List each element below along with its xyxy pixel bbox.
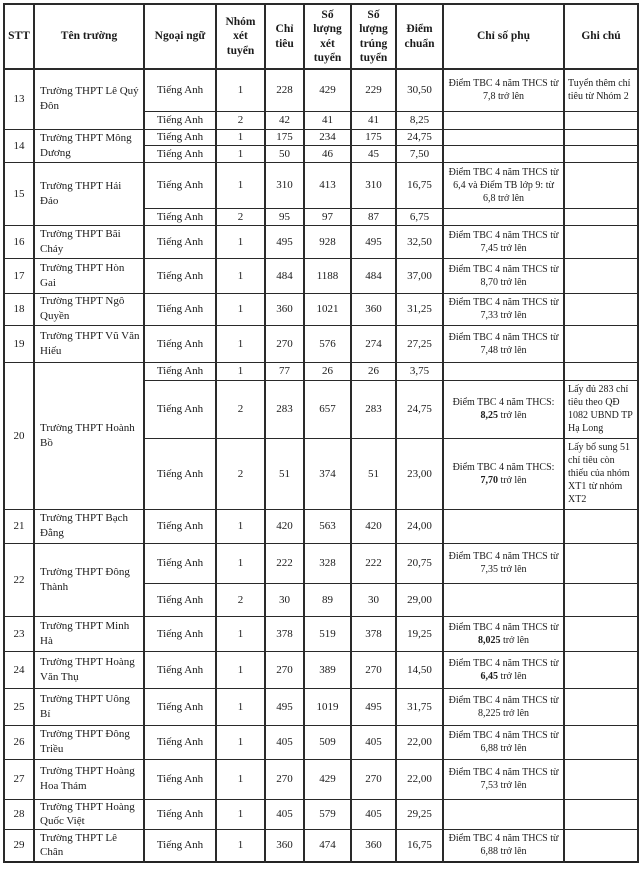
sub-index-text: Điểm TBC 4 năm THCS từ 7,48 trở lên [448,331,559,356]
language-cell: Tiếng Anh [144,725,216,759]
quota-cell: 270 [265,759,304,799]
admitted-cell: 378 [351,616,396,651]
score-cell: 7,50 [396,145,443,162]
school-name-cell: Trường THPT Hoàng Hoa Thám [34,759,144,799]
table-row [4,325,638,362]
sub-index-cell [443,438,564,509]
admitted-cell: 270 [351,651,396,688]
sub-index-text: Điểm TBC 4 năm THCS từ 6,4 và Điểm TB lớp 9: từ 6,8 trở lên [448,166,559,204]
sub-index-cell [443,688,564,725]
group-cell: 2 [216,111,265,129]
admitted-cell: 45 [351,145,396,162]
quota-cell: 360 [265,293,304,325]
admitted-cell: 26 [351,362,396,380]
applied-cell: 563 [304,509,351,543]
quota-cell: 495 [265,225,304,258]
quota-cell: 42 [265,111,304,129]
group-cell: 1 [216,616,265,651]
note-cell [564,725,638,759]
stt-cell: 19 [4,325,34,362]
stt-cell: 16 [4,225,34,258]
group-cell: 1 [216,258,265,293]
sub-index-cell [443,380,564,438]
group-cell: 1 [216,325,265,362]
sub-index-text: Điểm TBC 4 năm THCS từ [448,657,559,669]
page [0,3,640,869]
sub-index-cell [443,325,564,362]
admitted-cell: 175 [351,129,396,145]
school-name-cell: Trường THPT Lê Chân [34,830,144,862]
school-name-cell: Trường THPT Vũ Văn Hiếu [34,325,144,362]
sub-index-cell [443,258,564,293]
admitted-cell: 405 [351,799,396,830]
admitted-cell: 495 [351,688,396,725]
language-cell: Tiếng Anh [144,258,216,293]
sub-index-bold: 8,025 [477,634,501,646]
admitted-cell: 360 [351,830,396,862]
quota-cell: 270 [265,651,304,688]
column-header-quota: Chỉ tiêu [265,4,304,69]
stt-cell: 29 [4,830,34,862]
quota-cell: 420 [265,509,304,543]
sub-index-cell [443,208,564,225]
sub-index-cell [443,69,564,111]
table-row [4,225,638,258]
language-cell: Tiếng Anh [144,438,216,509]
stt-cell: 21 [4,509,34,543]
language-cell: Tiếng Anh [144,651,216,688]
applied-cell: 928 [304,225,351,258]
score-cell: 16,75 [396,162,443,208]
quota-cell: 283 [265,380,304,438]
language-cell: Tiếng Anh [144,225,216,258]
language-cell: Tiếng Anh [144,830,216,862]
quota-cell: 270 [265,325,304,362]
table-row [4,362,638,380]
quota-cell: 175 [265,129,304,145]
score-cell: 22,00 [396,725,443,759]
sub-index-cell [443,799,564,830]
school-name-cell: Trường THPT Mông Dương [34,129,144,162]
sub-index-cell [443,362,564,380]
quota-cell: 50 [265,145,304,162]
applied-cell: 97 [304,208,351,225]
language-cell: Tiếng Anh [144,162,216,208]
table-row [4,129,638,145]
note-cell: Tuyển thêm chỉ tiêu từ Nhóm 2 [564,69,638,111]
note-cell [564,225,638,258]
table-row [4,69,638,111]
school-name-cell: Trường THPT Bạch Đằng [34,509,144,543]
admitted-cell: 222 [351,543,396,583]
language-cell: Tiếng Anh [144,509,216,543]
sub-index-cell [443,616,564,651]
sub-index-text: Điểm TBC 4 năm THCS từ 7,45 trở lên [448,229,559,254]
sub-index-bold: 6,45 [480,670,498,682]
applied-cell: 429 [304,69,351,111]
stt-cell: 14 [4,129,34,162]
admitted-cell: 270 [351,759,396,799]
language-cell: Tiếng Anh [144,208,216,225]
applied-cell: 1019 [304,688,351,725]
score-cell: 24,75 [396,129,443,145]
admitted-cell: 87 [351,208,396,225]
table-row [4,725,638,759]
sub-index-text: Điểm TBC 4 năm THCS từ [448,621,559,633]
score-cell: 19,25 [396,616,443,651]
language-cell: Tiếng Anh [144,799,216,830]
note-cell [564,616,638,651]
note-cell [564,583,638,616]
score-cell: 32,50 [396,225,443,258]
sub-index-cell [443,830,564,862]
language-cell: Tiếng Anh [144,688,216,725]
applied-cell: 234 [304,129,351,145]
sub-index-cell [443,111,564,129]
table-row [4,509,638,543]
sub-index-cell [443,651,564,688]
note-cell: Lấy bổ sung 51 chỉ tiêu còn thiếu của nhóm XT1 từ nhóm XT2 [564,438,638,509]
language-cell: Tiếng Anh [144,362,216,380]
note-cell [564,759,638,799]
sub-index-cell [443,145,564,162]
group-cell: 1 [216,759,265,799]
admitted-cell: 495 [351,225,396,258]
quota-cell: 95 [265,208,304,225]
score-cell: 22,00 [396,759,443,799]
score-cell: 6,75 [396,208,443,225]
note-cell [564,293,638,325]
group-cell: 1 [216,362,265,380]
note-cell [564,688,638,725]
admitted-cell: 274 [351,325,396,362]
applied-cell: 509 [304,725,351,759]
group-cell: 2 [216,438,265,509]
stt-cell: 17 [4,258,34,293]
school-name-cell: Trường THPT Hoàng Văn Thụ [34,651,144,688]
admitted-cell: 360 [351,293,396,325]
sub-index-text: trở lên [500,634,530,646]
stt-cell: 23 [4,616,34,651]
quota-cell: 77 [265,362,304,380]
score-cell: 29,00 [396,583,443,616]
group-cell: 1 [216,509,265,543]
stt-cell: 20 [4,362,34,509]
column-header-score: Điểm chuẩn [396,4,443,69]
quota-cell: 222 [265,543,304,583]
language-cell: Tiếng Anh [144,69,216,111]
applied-cell: 1021 [304,293,351,325]
note-cell [564,325,638,362]
score-cell: 8,25 [396,111,443,129]
sub-index-text: Điểm TBC 4 năm THCS: [452,397,555,408]
stt-cell: 25 [4,688,34,725]
table-row [4,543,638,583]
stt-cell: 26 [4,725,34,759]
applied-cell: 413 [304,162,351,208]
school-name-cell: Trường THPT Lê Quý Đôn [34,69,144,129]
sub-index-text: Điểm TBC 4 năm THCS từ 7,35 trở lên [448,551,559,575]
sub-index-cell [443,509,564,543]
score-cell: 24,75 [396,380,443,438]
sub-index-cell [443,293,564,325]
sub-index-text: trở lên [497,410,527,421]
admitted-cell: 420 [351,509,396,543]
column-header-sub-index: Chỉ số phụ [443,4,564,69]
group-cell: 1 [216,129,265,145]
language-cell: Tiếng Anh [144,293,216,325]
sub-index-cell [443,583,564,616]
language-cell: Tiếng Anh [144,543,216,583]
applied-cell: 46 [304,145,351,162]
quota-cell: 228 [265,69,304,111]
group-cell: 1 [216,799,265,830]
group-cell: 1 [216,543,265,583]
stt-cell: 15 [4,162,34,225]
column-header-language: Ngoại ngữ [144,4,216,69]
applied-cell: 519 [304,616,351,651]
language-cell: Tiếng Anh [144,616,216,651]
admitted-cell: 405 [351,725,396,759]
sub-index-bold: 8,25 [480,410,498,421]
school-name-cell: Trường THPT Hoành Bồ [34,362,144,509]
sub-index-cell [443,162,564,208]
column-header-applied: Số lượng xét tuyển [304,4,351,69]
language-cell: Tiếng Anh [144,583,216,616]
note-cell [564,208,638,225]
applied-cell: 26 [304,362,351,380]
applied-cell: 474 [304,830,351,862]
school-name-cell: Trường THPT Hải Đảo [34,162,144,225]
stt-cell: 13 [4,69,34,129]
sub-index-cell [443,759,564,799]
applied-cell: 429 [304,759,351,799]
score-cell: 20,75 [396,543,443,583]
applied-cell: 389 [304,651,351,688]
sub-index-cell [443,725,564,759]
column-header-admitted: Số lượng trúng tuyển [351,4,396,69]
language-cell: Tiếng Anh [144,129,216,145]
school-name-cell: Trường THPT Ngô Quyền [34,293,144,325]
group-cell: 1 [216,651,265,688]
admitted-cell: 51 [351,438,396,509]
sub-index-text: Điểm TBC 4 năm THCS từ 8,70 trở lên [448,263,559,288]
score-cell: 14,50 [396,651,443,688]
note-cell: Lấy đủ 283 chỉ tiêu theo QĐ 1082 UBND TP Hạ Long [564,380,638,438]
table-row [4,759,638,799]
note-cell [564,111,638,129]
note-cell [564,145,638,162]
header-row [4,4,638,69]
school-name-cell: Trường THPT Đông Triều [34,725,144,759]
school-name-cell: Trường THPT Hòn Gai [34,258,144,293]
applied-cell: 657 [304,380,351,438]
column-header-group: Nhóm xét tuyển [216,4,265,69]
sub-index-text: Điểm TBC 4 năm THCS từ 6,88 trở lên [448,730,559,754]
applied-cell: 576 [304,325,351,362]
language-cell: Tiếng Anh [144,145,216,162]
group-cell: 2 [216,208,265,225]
applied-cell: 579 [304,799,351,830]
table-row [4,830,638,862]
quota-cell: 378 [265,616,304,651]
school-name-cell: Trường THPT Hoàng Quốc Việt [34,799,144,830]
applied-cell: 41 [304,111,351,129]
note-cell [564,830,638,862]
quota-cell: 405 [265,799,304,830]
score-cell: 16,75 [396,830,443,862]
quota-cell: 310 [265,162,304,208]
table-row [4,293,638,325]
table-row [4,651,638,688]
note-cell [564,799,638,830]
note-cell [564,651,638,688]
group-cell: 1 [216,225,265,258]
column-header-stt: STT [4,4,34,69]
school-name-cell: Trường THPT Bãi Cháy [34,225,144,258]
group-cell: 2 [216,380,265,438]
stt-cell: 22 [4,543,34,616]
table-row [4,616,638,651]
column-header-note: Ghi chú [564,4,638,69]
sub-index-cell [443,129,564,145]
group-cell: 1 [216,162,265,208]
applied-cell: 89 [304,583,351,616]
language-cell: Tiếng Anh [144,380,216,438]
column-header-school-name: Tên trường [34,4,144,69]
admitted-cell: 229 [351,69,396,111]
score-cell: 31,75 [396,688,443,725]
stt-cell: 18 [4,293,34,325]
school-name-cell: Trường THPT Uông Bí [34,688,144,725]
group-cell: 1 [216,69,265,111]
quota-cell: 405 [265,725,304,759]
sub-index-cell [443,543,564,583]
admitted-cell: 310 [351,162,396,208]
school-name-cell: Trường THPT Minh Hà [34,616,144,651]
table-row [4,258,638,293]
group-cell: 1 [216,830,265,862]
quota-cell: 51 [265,438,304,509]
group-cell: 1 [216,725,265,759]
sub-index-text: Điểm TBC 4 năm THCS từ 7,33 trở lên [448,297,559,321]
group-cell: 2 [216,583,265,616]
note-cell [564,258,638,293]
admitted-cell: 484 [351,258,396,293]
sub-index-text: Điểm TBC 4 năm THCS từ 6,88 trở lên [448,833,559,858]
school-name-cell: Trường THPT Đông Thành [34,543,144,616]
group-cell: 1 [216,688,265,725]
stt-cell: 28 [4,799,34,830]
score-cell: 31,25 [396,293,443,325]
applied-cell: 328 [304,543,351,583]
quota-cell: 30 [265,583,304,616]
admission-scores-table [3,3,639,863]
group-cell: 1 [216,145,265,162]
score-cell: 27,25 [396,325,443,362]
sub-index-text: Điểm TBC 4 năm THCS từ 7,53 trở lên [448,767,559,791]
stt-cell: 24 [4,651,34,688]
sub-index-text: Điểm TBC 4 năm THCS từ 7,8 trở lên [448,78,559,103]
sub-index-cell [443,225,564,258]
applied-cell: 1188 [304,258,351,293]
note-cell [564,129,638,145]
score-cell: 37,00 [396,258,443,293]
note-cell [564,162,638,208]
note-cell [564,509,638,543]
stt-cell: 27 [4,759,34,799]
score-cell: 3,75 [396,362,443,380]
quota-cell: 495 [265,688,304,725]
quota-cell: 360 [265,830,304,862]
sub-index-text: Điểm TBC 4 năm THCS từ 8,225 trở lên [448,694,559,719]
sub-index-text: trở lên [497,474,527,486]
table-row [4,162,638,208]
score-cell: 30,50 [396,69,443,111]
language-cell: Tiếng Anh [144,325,216,362]
score-cell: 23,00 [396,438,443,509]
admitted-cell: 41 [351,111,396,129]
sub-index-text: Điểm TBC 4 năm THCS: [452,461,555,473]
score-cell: 29,25 [396,799,443,830]
group-cell: 1 [216,293,265,325]
applied-cell: 374 [304,438,351,509]
table-row [4,799,638,830]
table-row [4,688,638,725]
admitted-cell: 283 [351,380,396,438]
language-cell: Tiếng Anh [144,759,216,799]
sub-index-text: trở lên [497,670,527,682]
score-cell: 24,00 [396,509,443,543]
note-cell [564,362,638,380]
note-cell [564,543,638,583]
language-cell: Tiếng Anh [144,111,216,129]
admitted-cell: 30 [351,583,396,616]
sub-index-bold: 7,70 [480,474,498,486]
quota-cell: 484 [265,258,304,293]
